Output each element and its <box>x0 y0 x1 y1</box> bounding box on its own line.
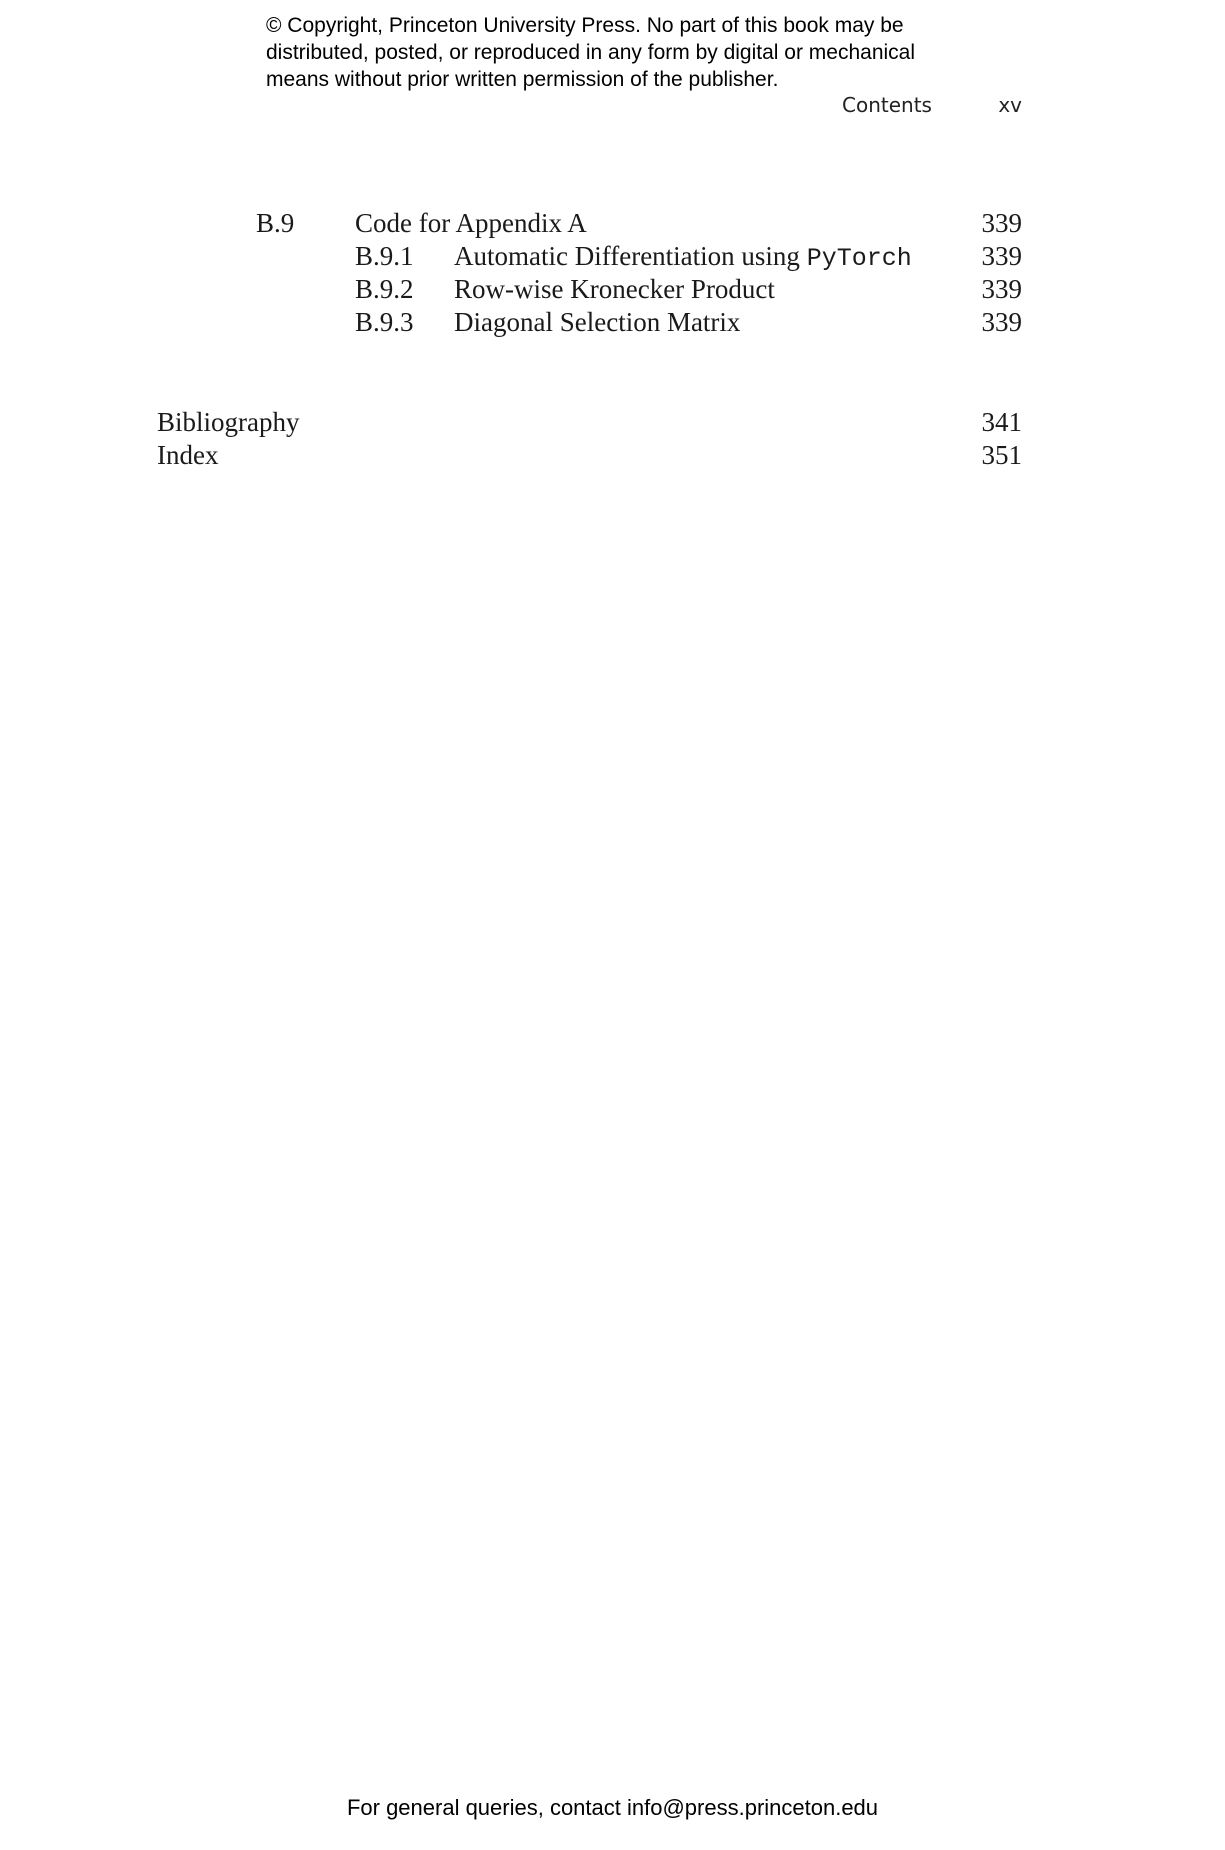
toc-backmatter-title: Bibliography <box>157 407 300 437</box>
copyright-line-2: distributed, posted, or reproduced in any form by digital or mechanical <box>266 41 916 64</box>
toc-backmatter-page: 341 <box>981 407 1022 437</box>
toc-section-b9[interactable] <box>0 206 1225 240</box>
toc-backmatter-title: Index <box>157 440 219 470</box>
toc-subsection-title <box>454 239 912 276</box>
toc-subsection-title-text: Automatic Differentiation using <box>454 241 807 271</box>
toc-subsection-number: B.9.2 <box>355 274 414 304</box>
running-head <box>0 93 1225 123</box>
running-head-page-number: xv <box>998 93 1022 117</box>
toc-bibliography[interactable] <box>0 405 1225 439</box>
copyright-line-3: means without prior written permission of the publisher. <box>266 68 779 91</box>
toc-subsection-page: 339 <box>981 241 1022 271</box>
toc-subsection-number: B.9.1 <box>355 241 414 271</box>
toc-index[interactable] <box>0 438 1225 472</box>
footer-contact: For general queries, contact info@press.princeton.edu <box>346 1795 879 1820</box>
toc-subsection-title: Row-wise Kronecker Product <box>454 274 775 304</box>
toc-subsection-page: 339 <box>981 274 1022 304</box>
toc-subsection-title-code: PyTorch <box>806 244 912 273</box>
toc-subsection-title: Diagonal Selection Matrix <box>454 307 741 337</box>
toc-subsection-b9-2[interactable] <box>0 272 1225 306</box>
toc-subsection-b9-1[interactable] <box>0 239 1225 273</box>
running-head-title: Contents <box>842 93 932 117</box>
toc-section-number: B.9 <box>256 208 295 238</box>
toc-section-page: 339 <box>981 208 1022 238</box>
copyright-line-1: © Copyright, Princeton University Press. No part of this book may be <box>266 14 904 37</box>
toc-subsection-b9-3[interactable] <box>0 305 1225 339</box>
toc-section-title: Code for Appendix A <box>355 208 587 238</box>
toc-backmatter-page: 351 <box>981 440 1022 470</box>
toc-subsection-number: B.9.3 <box>355 307 414 337</box>
toc-subsection-page: 339 <box>981 307 1022 337</box>
copyright-notice <box>266 12 986 93</box>
